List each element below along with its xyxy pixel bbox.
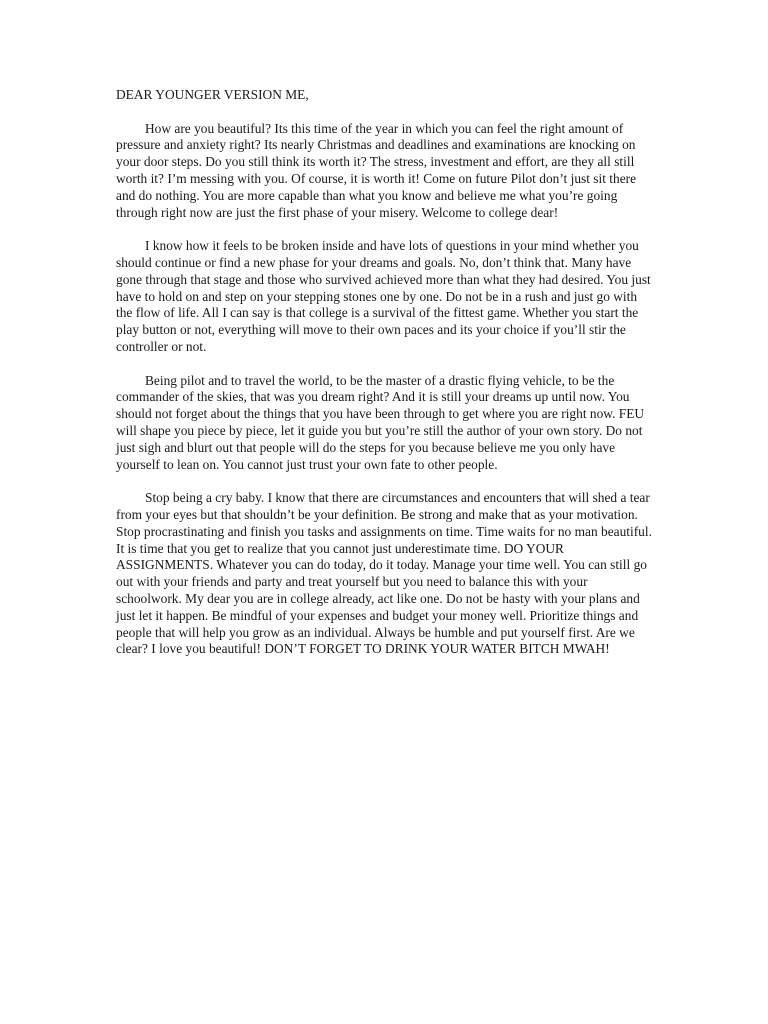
letter-salutation: DEAR YOUNGER VERSION ME, <box>116 87 309 102</box>
letter-paragraph-2: I know how it feels to be broken inside and have lots of questions in your mind whether you should continue or find a new phase for your dreams and goals. No, don’t think that. Many have gone through that stage and those who survived achieved more than what they had desired. You just have to hold on and step on your stepping stones one by one. Do not be in a rush and just go with the flow of life. All I can say is that college is a survival of the fittest game. Whether you start the play button or not, everything will move to their own paces and its your choice if you’ll stir the controller or not. <box>116 238 651 354</box>
letter-paragraph-4: Stop being a cry baby. I know that there are circumstances and encounters that will shed a tear from your eyes but that shouldn’t be your definition. Be strong and make that as your motivation. Stop procrastinating and finish you tasks and assignments on time. Time waits for no man beautiful. It is time that you get to realize that you cannot just underestimate time. DO YOUR ASSIGNMENTS. Whatever you can do today, do it today. Manage your time well. You can still go out with your friends and party and treat yourself but you need to balance this with your schoolwork. My dear you are in college already, act like one. Do not be hasty with your plans and just let it happen. Be mindful of your expenses and budget your money well. Prioritize things and people that will help you grow as an individual. Always be humble and put yourself first. Are we clear? I love you beautiful! DON’T FORGET TO DRINK YOUR WATER BITCH MWAH! <box>116 490 652 657</box>
letter-body <box>116 87 656 675</box>
letter-paragraph-3: Being pilot and to travel the world, to be the master of a drastic flying vehicle, to be the commander of the skies, that was you dream right? And it is still your dreams up until now. You should not forget about the things that you have been through to get where you are right now. FEU will shape you piece by piece, let it guide you but you’re still the author of your own story. Do not just sigh and blurt out that people will do the steps for you because believe me you only have yourself to lean on. You cannot just trust your own fate to other people. <box>116 372 645 472</box>
letter-paragraph-1: How are you beautiful? Its this time of the year in which you can feel the right amount of pressure and anxiety right? Its nearly Christmas and deadlines and examinations are knocking on your door steps. Do you still think its worth it? The stress, investment and effort, are they all still worth it? I’m messing with you. Of course, it is worth it! Come on future Pilot don’t just sit there and do nothing. You are more capable than what you know and believe me what you’re going through right now are just the first phase of your misery. Welcome to college dear! <box>116 120 637 220</box>
